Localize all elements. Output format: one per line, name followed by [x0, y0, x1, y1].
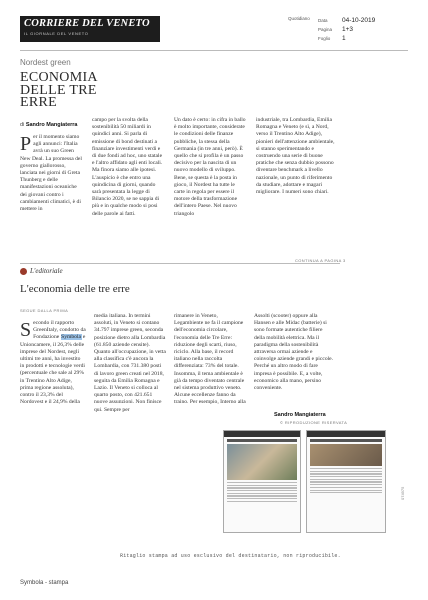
- article1-column-1: [20, 134, 82, 213]
- metadata-box: [318, 16, 375, 43]
- date-row: [318, 16, 375, 25]
- sheet-value: 1: [342, 35, 346, 42]
- article1-column-3: [174, 117, 246, 218]
- article2-column-1: [20, 320, 86, 406]
- column-text: e Unioncamere, il 26,3% delle imprese del Nordest, negli ultimi tre anni, ha investito in prodotti e tecnologie verdi (percentuale che sale al 29% in Trentino Alto Adige, prima regione assoluta), contro il 23,3% del Nordovest e il 24,9% della: [20, 334, 86, 406]
- page-row: [318, 25, 375, 34]
- copyright-note: © RIPRODUZIONE RISERVATA: [280, 420, 348, 425]
- publication-type: Quotidiano: [288, 16, 310, 21]
- article-headline: ECONOMIA DELLE TRE ERRE: [20, 70, 98, 110]
- article1-column-2: [92, 117, 164, 218]
- thumbnail-photo: [227, 444, 297, 480]
- editorial-label: L'editoriale: [30, 267, 63, 275]
- masthead-subtitle: IL GIORNALE DEL VENETO: [24, 31, 89, 36]
- inside-page-thumbnail: [306, 430, 386, 533]
- editorial-tag: [20, 267, 63, 275]
- byline-prefix: di: [20, 122, 25, 128]
- column-text: Un dato è certo: in cifra in ballo è molto importante, considerate le condizioni delle finanze pubbliche, la stessa della Germania (in tre anni, però). È quello che si profila è un passo decisivo per la nascita di un nuovo modello di sviluppo. Bene, se questa è la posta in gioco, il Nordest ha tutte le carte in regola per essere il motore della trasformazione dell'intero Paese. Nel nuovo triangolo: [174, 117, 246, 217]
- clipping-disclaimer: Ritaglio stampa ad uso esclusivo del destinatario, non riproducibile.: [120, 553, 341, 559]
- article2-column-2: [94, 313, 166, 414]
- thumbnail-masthead: [307, 431, 385, 437]
- thumbnail-masthead: [224, 431, 300, 437]
- date-label: Data: [318, 18, 328, 23]
- continue-reference: CONTINUA A PAGINA 3: [295, 258, 346, 263]
- section-tag: Nordest green: [20, 58, 71, 67]
- byline-author: Sandro Mangiaterra: [25, 122, 78, 128]
- dropcap: P: [20, 133, 32, 155]
- column-text: media italiana. In termini assoluti, in Veneto si contano 34.797 imprese green, seconda posizione dietro alla Lombardia (61.850 aziende censite). Quanto all'occupazione, in vetta alla classifica c'è ancora la Lombardia, con 731.380 posti di lavoro green creati nel 2018, seguita da Emilia Romagna e Lazio. Il Veneto si colloca al quarto posto, con 421.651 nuove assunzioni. Non finisce qui. Sempre per: [94, 313, 166, 413]
- page-label: Pagina: [318, 27, 333, 32]
- thumbnail-photo: [310, 444, 382, 466]
- date-value: 04-10-2019: [342, 17, 376, 24]
- divider: [20, 50, 408, 51]
- column-text: industriale, tra Lombardia, Emilia Romagna e Veneto (e sì, a Nord, verso il Trentino Alto Adige), pionieri dell'attenzione ambientale, si stanno sperimentando e costruendo una serie di buone pratiche che senza dubbio possono diventare benchmark a livello nazionale, un punto di riferimento da studiare, adottare e magari migliorare. I numeri sono chiari.: [256, 117, 335, 196]
- sheet-label: Foglio: [318, 36, 331, 41]
- editorial-headline: L'economia delle tre erre: [20, 283, 130, 295]
- highlighted-term: Symbola: [61, 334, 82, 341]
- column-text: Assolti (scooter) oppure alla Hansen e alle Midac (batterie) si sono formate autentiche filiere della mobilità elettrica. Ma il paradigma della sostenibilità attraversa ormai aziende e coinvolge aziende grandi e piccole. Perché un altro modo di fare impresa è possibile. E, a volte, economico alla mano, persino conveniente.: [254, 313, 334, 392]
- divider: [20, 263, 340, 264]
- thumbnail-headline: [310, 439, 382, 442]
- column-text: rimanere in Veneto, Legambiente ne fa il campione dell'economia circolare, l'economia delle Tre Erre: riduzione degli scarti, riuso, riciclo. Alla base, il record italiano nella raccolta differenziata: 73% del totale. Insomma, il tema ambientale è già da tempo diventato centrale nel sistema produttivo veneto. Alcune eccellenze fanno da traino. Per esempio, Interno alla: [174, 313, 246, 406]
- column-text: er il momento siamo agli annunci: l'Italia avrà un suo Green New Deal. La promessa del governo giallorosso, lanciata nei giorni di Greta Thunberg e delle manifestazioni oceaniche dei giovani contro i cambiamenti climatici, è di mettere in: [20, 134, 82, 213]
- side-code: 074975: [400, 486, 405, 500]
- thumbnail-headline: [227, 439, 297, 442]
- column-text: econdo il rapporto GreenItaly, condotto da Fondazione: [33, 320, 86, 341]
- editorial-author: Sandro Mangiaterra: [274, 412, 326, 418]
- article2-column-4: [254, 313, 334, 392]
- dropcap: S: [20, 319, 32, 341]
- masthead: [20, 16, 160, 42]
- editorial-badge-icon: [20, 268, 27, 275]
- continued-from-ref: SEGUE DALLA PRIMA: [20, 308, 69, 313]
- front-page-thumbnail: [223, 430, 301, 533]
- page-value: 1+3: [342, 26, 354, 33]
- sheet-row: [318, 34, 375, 43]
- clipping-source: Symbola - stampa: [20, 580, 69, 586]
- column-text: campo per la svolta della sostenibilità 50 miliardi in quindici anni. Si parla di emissione di bond destinati a finanziare investimenti verdi e di due fondi ad hoc, uno statale e l'altro affidato agli enti locali. Ma finora siamo alle ipotesi. L'auspicio è che entro una quindicina di giorni, quando sarà presentata la legge di Bilancio 2020, se ne sappia di più e in qualche modo si posi delle parole ai fatti.: [92, 117, 163, 217]
- article2-column-3: [174, 313, 246, 407]
- article1-column-4: [256, 117, 336, 196]
- masthead-title: CORRIERE DEL VENETO: [24, 18, 150, 29]
- article-byline: [20, 122, 77, 128]
